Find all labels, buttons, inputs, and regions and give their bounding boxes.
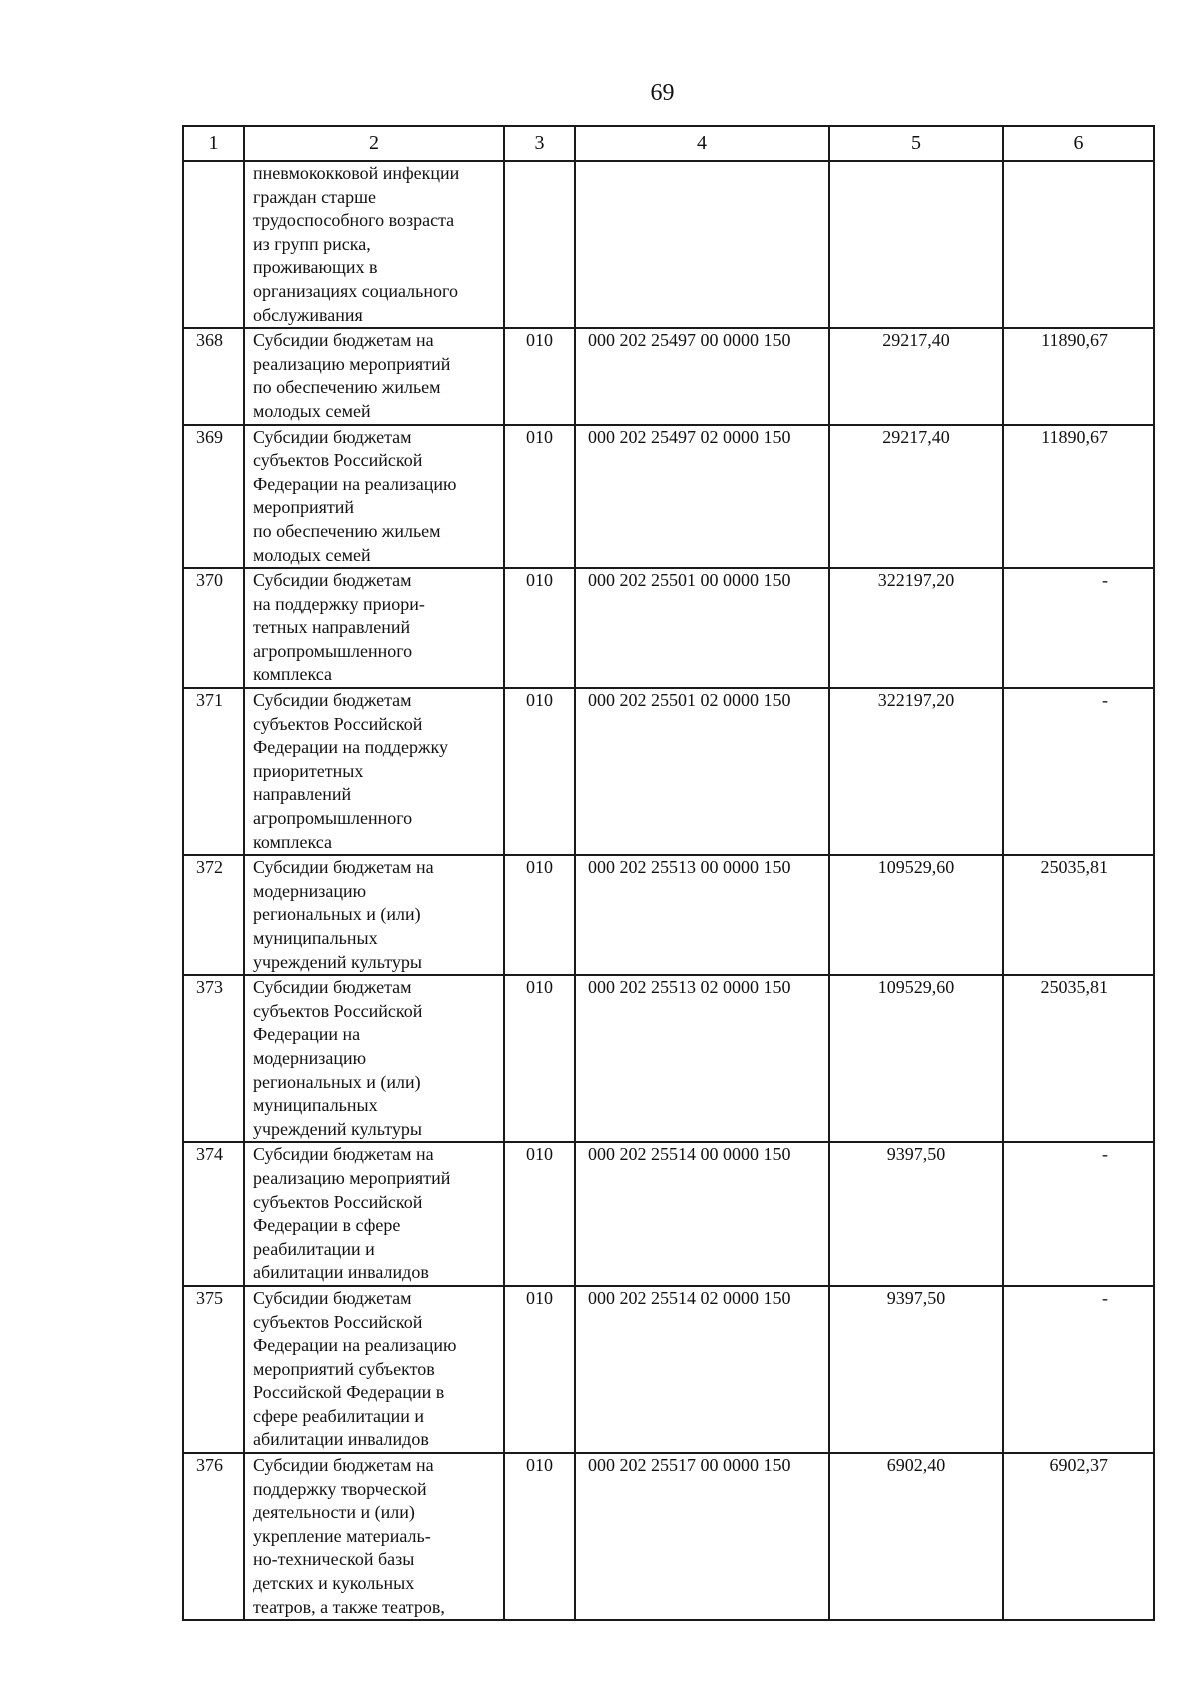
table-row xyxy=(183,1453,1154,1620)
row-code: 000 202 25513 00 0000 150 xyxy=(575,855,829,975)
row-name: Субсидии бюджетам на реализацию мероприятий субъектов Российской Федерации в сфере реабилитации и абилитации инвалидов xyxy=(244,1142,504,1286)
row-value-5: 29217,40 xyxy=(829,425,1003,569)
table-row xyxy=(183,1142,1154,1286)
row-value-5: 322197,20 xyxy=(829,568,1003,688)
row-value-6: - xyxy=(1003,1142,1154,1286)
row-col3: 010 xyxy=(504,568,575,688)
row-col3: 010 xyxy=(504,328,575,424)
row-col3 xyxy=(504,161,575,328)
header-row xyxy=(183,126,1154,161)
row-name: Субсидии бюджетам субъектов Российской Федерации на поддержку приоритетных направлений агропромышленного комплекса xyxy=(244,688,504,855)
row-value-5: 6902,40 xyxy=(829,1453,1003,1620)
row-value-5: 29217,40 xyxy=(829,328,1003,424)
row-code: 000 202 25514 00 0000 150 xyxy=(575,1142,829,1286)
row-number: 371 xyxy=(183,688,244,855)
row-value-5: 9397,50 xyxy=(829,1142,1003,1286)
table-row xyxy=(183,161,1154,328)
row-name: Субсидии бюджетам субъектов Российской Федерации на модернизацию региональных и (или) муниципальных учреждений культуры xyxy=(244,975,504,1142)
row-col3: 010 xyxy=(504,425,575,569)
row-col3: 010 xyxy=(504,688,575,855)
row-value-5 xyxy=(829,161,1003,328)
row-number: 369 xyxy=(183,425,244,569)
row-code: 000 202 25517 00 0000 150 xyxy=(575,1453,829,1620)
row-number: 372 xyxy=(183,855,244,975)
row-name: Субсидии бюджетам на модернизацию региональных и (или) муниципальных учреждений культуры xyxy=(244,855,504,975)
row-value-5: 322197,20 xyxy=(829,688,1003,855)
page-number: 69 xyxy=(650,80,675,106)
row-number: 374 xyxy=(183,1142,244,1286)
column-header-6: 6 xyxy=(1003,126,1154,161)
row-value-6: 11890,67 xyxy=(1003,328,1154,424)
row-value-5: 109529,60 xyxy=(829,855,1003,975)
table-row xyxy=(183,425,1154,569)
row-name: Субсидии бюджетам субъектов Российской Федерации на реализацию мероприятий по обеспечению жильем молодых семей xyxy=(244,425,504,569)
row-number: 376 xyxy=(183,1453,244,1620)
row-value-6: - xyxy=(1003,688,1154,855)
table-row xyxy=(183,1286,1154,1453)
row-col3: 010 xyxy=(504,975,575,1142)
row-number: 375 xyxy=(183,1286,244,1453)
row-code xyxy=(575,161,829,328)
row-number xyxy=(183,161,244,328)
row-code: 000 202 25497 02 0000 150 xyxy=(575,425,829,569)
table-row xyxy=(183,688,1154,855)
row-col3: 010 xyxy=(504,1453,575,1620)
row-name: Субсидии бюджетам субъектов Российской Федерации на реализацию мероприятий субъектов Российской Федерации в сфере реабилитации и абилитации инвалидов xyxy=(244,1286,504,1453)
row-code: 000 202 25501 02 0000 150 xyxy=(575,688,829,855)
row-name: Субсидии бюджетам на реализацию мероприятий по обеспечению жильем молодых семей xyxy=(244,328,504,424)
row-code: 000 202 25513 02 0000 150 xyxy=(575,975,829,1142)
column-header-4: 4 xyxy=(575,126,829,161)
row-code: 000 202 25497 00 0000 150 xyxy=(575,328,829,424)
row-col3: 010 xyxy=(504,1142,575,1286)
row-value-6 xyxy=(1003,161,1154,328)
row-value-5: 9397,50 xyxy=(829,1286,1003,1453)
row-value-5: 109529,60 xyxy=(829,975,1003,1142)
row-value-6: 25035,81 xyxy=(1003,855,1154,975)
row-code: 000 202 25501 00 0000 150 xyxy=(575,568,829,688)
table-row xyxy=(183,855,1154,975)
row-name: Субсидии бюджетам на поддержку приори- тетных направлений агропромышленного комплекса xyxy=(244,568,504,688)
column-header-5: 5 xyxy=(829,126,1003,161)
table-row xyxy=(183,328,1154,424)
column-header-3: 3 xyxy=(504,126,575,161)
row-col3: 010 xyxy=(504,1286,575,1453)
row-value-6: - xyxy=(1003,568,1154,688)
row-value-6: 11890,67 xyxy=(1003,425,1154,569)
row-value-6: - xyxy=(1003,1286,1154,1453)
row-value-6: 6902,37 xyxy=(1003,1453,1154,1620)
row-name: Субсидии бюджетам на поддержку творческой деятельности и (или) укрепление материаль- но-технической базы детских и кукольных театров, а также театров, xyxy=(244,1453,504,1620)
row-number: 370 xyxy=(183,568,244,688)
column-header-1: 1 xyxy=(183,126,244,161)
table-row xyxy=(183,975,1154,1142)
row-col3: 010 xyxy=(504,855,575,975)
row-value-6: 25035,81 xyxy=(1003,975,1154,1142)
row-number: 373 xyxy=(183,975,244,1142)
row-number: 368 xyxy=(183,328,244,424)
column-header-2: 2 xyxy=(244,126,504,161)
table-row xyxy=(183,568,1154,688)
row-name: пневмококковой инфекции граждан старше трудоспособного возраста из групп риска, проживающих в организациях социального обслуживания xyxy=(244,161,504,328)
row-code: 000 202 25514 02 0000 150 xyxy=(575,1286,829,1453)
budget-table xyxy=(182,125,1155,1621)
